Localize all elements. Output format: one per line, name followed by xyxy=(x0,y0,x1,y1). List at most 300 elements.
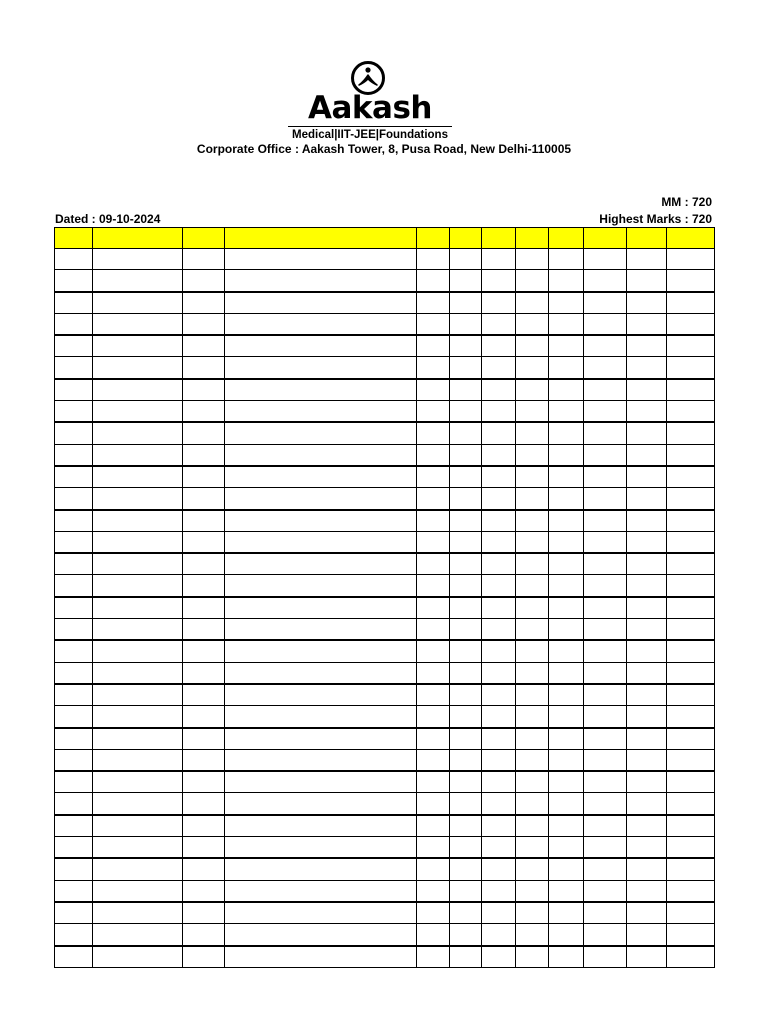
table-row xyxy=(55,292,715,314)
table-cell xyxy=(417,640,450,662)
table-cell xyxy=(516,662,549,684)
table-cell xyxy=(417,662,450,684)
table-cell xyxy=(183,270,225,292)
table-cell xyxy=(549,793,584,815)
table-cell xyxy=(55,553,93,575)
table-cell xyxy=(417,858,450,880)
table-cell xyxy=(450,357,482,379)
table-cell xyxy=(183,946,225,968)
table-cell xyxy=(183,771,225,793)
table-cell xyxy=(55,422,93,444)
table-cell xyxy=(183,880,225,902)
table-cell xyxy=(55,662,93,684)
table-cell xyxy=(549,466,584,488)
table-cell xyxy=(667,749,715,771)
table-cell xyxy=(450,488,482,510)
table-row xyxy=(55,728,715,750)
table-cell xyxy=(450,640,482,662)
table-cell xyxy=(417,837,450,859)
table-cell xyxy=(183,640,225,662)
table-cell xyxy=(55,444,93,466)
table-cell xyxy=(417,597,450,619)
table-cell xyxy=(55,837,93,859)
table-cell xyxy=(667,837,715,859)
table-cell xyxy=(584,771,627,793)
table-cell xyxy=(667,946,715,968)
table-cell xyxy=(55,575,93,597)
table-cell xyxy=(225,422,417,444)
table-cell xyxy=(93,924,183,946)
table-cell xyxy=(667,815,715,837)
table-cell xyxy=(183,510,225,532)
table-cell xyxy=(55,379,93,401)
table-cell xyxy=(584,837,627,859)
table-cell xyxy=(225,575,417,597)
table-cell xyxy=(584,531,627,553)
table-cell xyxy=(516,793,549,815)
table-cell xyxy=(482,793,516,815)
table-row xyxy=(55,749,715,771)
table-cell xyxy=(482,858,516,880)
table-cell xyxy=(417,771,450,793)
table-cell xyxy=(549,444,584,466)
table-cell xyxy=(482,379,516,401)
table-cell xyxy=(183,444,225,466)
table-cell xyxy=(482,662,516,684)
table-cell xyxy=(549,270,584,292)
table-cell xyxy=(549,597,584,619)
table-cell xyxy=(450,924,482,946)
table-cell xyxy=(55,946,93,968)
table-cell xyxy=(225,924,417,946)
table-cell xyxy=(417,553,450,575)
table-cell xyxy=(417,815,450,837)
table-cell xyxy=(482,924,516,946)
table-cell xyxy=(482,749,516,771)
table-cell xyxy=(482,249,516,270)
table-cell xyxy=(183,466,225,488)
table-cell xyxy=(584,444,627,466)
table-cell xyxy=(183,902,225,924)
table-cell xyxy=(516,357,549,379)
table-cell xyxy=(584,880,627,902)
table-cell xyxy=(667,270,715,292)
table-cell xyxy=(549,837,584,859)
table-cell xyxy=(183,684,225,706)
table-cell xyxy=(93,771,183,793)
table-cell xyxy=(482,597,516,619)
table-cell xyxy=(584,815,627,837)
table-cell xyxy=(516,379,549,401)
table-cell xyxy=(627,444,667,466)
table-cell xyxy=(225,553,417,575)
table-cell xyxy=(55,249,93,270)
table-cell xyxy=(516,597,549,619)
table-cell xyxy=(55,749,93,771)
table-cell xyxy=(667,357,715,379)
table-cell xyxy=(55,531,93,553)
table-cell xyxy=(584,357,627,379)
table-cell xyxy=(516,444,549,466)
table-cell xyxy=(225,270,417,292)
table-cell xyxy=(549,880,584,902)
table-cell xyxy=(55,313,93,335)
table-cell xyxy=(627,837,667,859)
table-cell xyxy=(55,706,93,728)
table-cell xyxy=(93,662,183,684)
table-cell xyxy=(627,379,667,401)
table-row xyxy=(55,771,715,793)
table-cell xyxy=(417,401,450,423)
table-cell xyxy=(549,619,584,641)
table-cell xyxy=(549,575,584,597)
table-cell xyxy=(516,640,549,662)
table-cell xyxy=(516,510,549,532)
table-cell xyxy=(450,444,482,466)
table-row xyxy=(55,335,715,357)
date-label: Dated : 09-10-2024 xyxy=(55,212,161,226)
table-cell xyxy=(450,401,482,423)
table-cell xyxy=(584,401,627,423)
table-cell xyxy=(183,662,225,684)
table-cell xyxy=(417,619,450,641)
table-cell xyxy=(417,379,450,401)
table-cell xyxy=(225,728,417,750)
table-cell xyxy=(482,357,516,379)
table-cell xyxy=(584,684,627,706)
table-cell xyxy=(93,335,183,357)
table-cell xyxy=(584,793,627,815)
table-cell xyxy=(516,270,549,292)
header-cell xyxy=(584,228,627,249)
table-row xyxy=(55,422,715,444)
table-cell xyxy=(183,292,225,314)
table-cell xyxy=(516,837,549,859)
table-cell xyxy=(627,401,667,423)
table-cell xyxy=(516,946,549,968)
table-cell xyxy=(549,313,584,335)
table-cell xyxy=(627,335,667,357)
table-cell xyxy=(627,815,667,837)
table-cell xyxy=(183,837,225,859)
table-row xyxy=(55,793,715,815)
table-cell xyxy=(225,357,417,379)
table-cell xyxy=(225,379,417,401)
table-row xyxy=(55,837,715,859)
table-cell xyxy=(549,684,584,706)
table-cell xyxy=(549,749,584,771)
table-cell xyxy=(225,902,417,924)
table-cell xyxy=(450,880,482,902)
table-cell xyxy=(93,619,183,641)
table-cell xyxy=(584,270,627,292)
table-cell xyxy=(516,401,549,423)
table-cell xyxy=(225,815,417,837)
table-cell xyxy=(417,684,450,706)
table-cell xyxy=(55,771,93,793)
table-cell xyxy=(667,924,715,946)
table-cell xyxy=(450,270,482,292)
table-row xyxy=(55,466,715,488)
table-cell xyxy=(183,249,225,270)
table-cell xyxy=(516,249,549,270)
table-cell xyxy=(516,531,549,553)
header-cell xyxy=(450,228,482,249)
table-cell xyxy=(417,270,450,292)
table-row xyxy=(55,270,715,292)
table-cell xyxy=(450,597,482,619)
table-cell xyxy=(183,619,225,641)
table-cell xyxy=(93,357,183,379)
table-cell xyxy=(450,379,482,401)
table-cell xyxy=(93,597,183,619)
table-cell xyxy=(450,619,482,641)
table-cell xyxy=(93,466,183,488)
table-cell xyxy=(450,466,482,488)
table-cell xyxy=(516,292,549,314)
table-cell xyxy=(417,749,450,771)
table-row xyxy=(55,619,715,641)
table-cell xyxy=(584,728,627,750)
table-cell xyxy=(584,575,627,597)
table-cell xyxy=(225,946,417,968)
table-cell xyxy=(183,488,225,510)
table-cell xyxy=(450,771,482,793)
table-cell xyxy=(417,902,450,924)
table-cell xyxy=(55,619,93,641)
table-cell xyxy=(584,924,627,946)
table-cell xyxy=(450,902,482,924)
table-cell xyxy=(584,597,627,619)
table-cell xyxy=(482,837,516,859)
table-cell xyxy=(516,575,549,597)
table-cell xyxy=(549,946,584,968)
table-cell xyxy=(93,858,183,880)
table-cell xyxy=(667,728,715,750)
table-row xyxy=(55,924,715,946)
table-cell xyxy=(450,946,482,968)
table-cell xyxy=(584,553,627,575)
table-cell xyxy=(516,553,549,575)
header-cell xyxy=(183,228,225,249)
table-cell xyxy=(417,510,450,532)
table-cell xyxy=(627,640,667,662)
table-cell xyxy=(482,946,516,968)
table-cell xyxy=(584,466,627,488)
table-cell xyxy=(450,531,482,553)
table-cell xyxy=(667,597,715,619)
table-cell xyxy=(93,880,183,902)
table-cell xyxy=(549,902,584,924)
table-cell xyxy=(482,422,516,444)
table-cell xyxy=(183,379,225,401)
table-cell xyxy=(549,706,584,728)
table-cell xyxy=(482,335,516,357)
table-cell xyxy=(584,858,627,880)
table-cell xyxy=(225,619,417,641)
table-cell xyxy=(584,422,627,444)
table-cell xyxy=(93,401,183,423)
table-cell xyxy=(667,292,715,314)
table-cell xyxy=(482,553,516,575)
table-cell xyxy=(450,728,482,750)
table-row xyxy=(55,684,715,706)
table-cell xyxy=(55,510,93,532)
table-cell xyxy=(482,902,516,924)
table-cell xyxy=(450,815,482,837)
table-cell xyxy=(549,640,584,662)
table-row xyxy=(55,444,715,466)
table-cell xyxy=(450,837,482,859)
table-cell xyxy=(516,815,549,837)
table-cell xyxy=(584,488,627,510)
table-cell xyxy=(516,619,549,641)
table-cell xyxy=(183,815,225,837)
header-cell xyxy=(93,228,183,249)
table-cell xyxy=(549,335,584,357)
table-cell xyxy=(549,357,584,379)
table-row xyxy=(55,553,715,575)
table-cell xyxy=(417,706,450,728)
table-cell xyxy=(627,880,667,902)
table-cell xyxy=(93,553,183,575)
table-cell xyxy=(450,553,482,575)
table-cell xyxy=(225,597,417,619)
table-cell xyxy=(516,466,549,488)
table-cell xyxy=(225,880,417,902)
table-cell xyxy=(667,902,715,924)
brand-tagline: Medical|IIT-JEE|Foundations xyxy=(288,126,452,142)
table-cell xyxy=(450,575,482,597)
table-cell xyxy=(667,553,715,575)
table-cell xyxy=(667,771,715,793)
table-cell xyxy=(482,531,516,553)
table-cell xyxy=(516,684,549,706)
table-cell xyxy=(516,902,549,924)
table-cell xyxy=(55,815,93,837)
table-cell xyxy=(183,422,225,444)
table-cell xyxy=(417,946,450,968)
table-cell xyxy=(417,422,450,444)
table-cell xyxy=(627,793,667,815)
table-cell xyxy=(225,401,417,423)
table-cell xyxy=(627,292,667,314)
table-cell xyxy=(93,793,183,815)
table-row xyxy=(55,531,715,553)
table-cell xyxy=(482,640,516,662)
table-cell xyxy=(516,858,549,880)
table-cell xyxy=(55,902,93,924)
table-cell xyxy=(225,684,417,706)
table-cell xyxy=(450,662,482,684)
table-cell xyxy=(627,619,667,641)
table-cell xyxy=(55,357,93,379)
table-cell xyxy=(667,619,715,641)
highest-marks: Highest Marks : 720 xyxy=(599,212,712,226)
table-cell xyxy=(627,946,667,968)
table-cell xyxy=(482,444,516,466)
table-cell xyxy=(55,858,93,880)
table-cell xyxy=(627,357,667,379)
table-cell xyxy=(667,531,715,553)
table-row xyxy=(55,379,715,401)
table-cell xyxy=(516,313,549,335)
table-cell xyxy=(627,597,667,619)
table-row xyxy=(55,662,715,684)
table-cell xyxy=(667,466,715,488)
table-cell xyxy=(183,858,225,880)
table-header-row xyxy=(55,228,715,249)
table-row xyxy=(55,575,715,597)
table-cell xyxy=(627,924,667,946)
table-cell xyxy=(667,444,715,466)
table-cell xyxy=(417,575,450,597)
table-cell xyxy=(55,793,93,815)
table-cell xyxy=(667,684,715,706)
table-cell xyxy=(667,401,715,423)
max-marks: MM : 720 xyxy=(661,195,712,209)
table-cell xyxy=(549,924,584,946)
table-cell xyxy=(93,902,183,924)
table-cell xyxy=(482,771,516,793)
table-cell xyxy=(225,292,417,314)
header-cell xyxy=(55,228,93,249)
table-cell xyxy=(549,422,584,444)
table-cell xyxy=(417,924,450,946)
table-cell xyxy=(417,880,450,902)
table-cell xyxy=(667,640,715,662)
table-cell xyxy=(450,422,482,444)
table-cell xyxy=(549,553,584,575)
table-cell xyxy=(417,313,450,335)
table-cell xyxy=(516,880,549,902)
table-cell xyxy=(450,510,482,532)
table-cell xyxy=(55,488,93,510)
header-cell xyxy=(482,228,516,249)
table-cell xyxy=(584,313,627,335)
table-cell xyxy=(482,880,516,902)
table-cell xyxy=(417,335,450,357)
table-cell xyxy=(55,270,93,292)
table-cell xyxy=(93,728,183,750)
table-cell xyxy=(516,749,549,771)
table-cell xyxy=(482,292,516,314)
table-cell xyxy=(183,924,225,946)
table-cell xyxy=(93,640,183,662)
table-cell xyxy=(584,662,627,684)
table-cell xyxy=(417,249,450,270)
table-cell xyxy=(627,531,667,553)
table-cell xyxy=(627,706,667,728)
table-cell xyxy=(417,488,450,510)
corporate-office-address: Corporate Office : Aakash Tower, 8, Pusa Road, New Delhi-110005 xyxy=(196,142,572,156)
table-cell xyxy=(549,531,584,553)
table-cell xyxy=(417,793,450,815)
result-table xyxy=(54,227,715,968)
table-cell xyxy=(549,249,584,270)
table-row xyxy=(55,313,715,335)
table-cell xyxy=(450,335,482,357)
table-cell xyxy=(627,902,667,924)
table-cell xyxy=(667,662,715,684)
header-cell xyxy=(627,228,667,249)
table-cell xyxy=(93,422,183,444)
table-cell xyxy=(225,771,417,793)
table-cell xyxy=(225,662,417,684)
table-cell xyxy=(549,728,584,750)
table-cell xyxy=(667,313,715,335)
table-cell xyxy=(417,444,450,466)
